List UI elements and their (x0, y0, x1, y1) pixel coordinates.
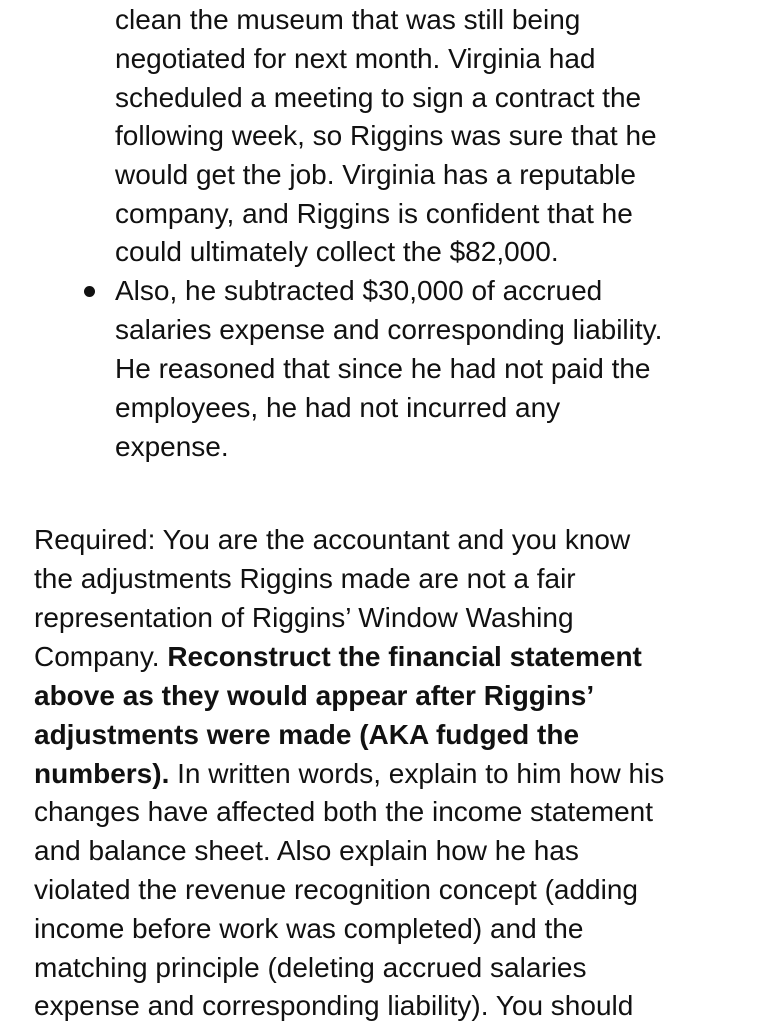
required-line: changes have affected both the income statement (34, 796, 654, 827)
required-line: Required: You are the accountant and you know (34, 524, 631, 555)
required-line (34, 637, 642, 676)
required-line: expense and corresponding liability). You should (34, 990, 634, 1021)
carryover-line: would get the job. Virginia has a reputable (115, 159, 636, 190)
required-line: the adjustments Riggins made are not a fair (34, 563, 576, 594)
required-emphasis: Reconstruct the financial statement (167, 641, 642, 672)
bullet-icon (84, 286, 95, 297)
carryover-line: scheduled a meeting to sign a contract the (115, 82, 642, 113)
required-line (34, 715, 579, 754)
required-line (34, 754, 664, 793)
required-line: violated the revenue recognition concept (adding (34, 874, 638, 905)
required-text: In written words, explain to him how his (169, 758, 665, 789)
bullet-line: He reasoned that since he had not paid the (115, 353, 651, 384)
carryover-line: following week, so Riggins was sure that he (115, 120, 657, 151)
carryover-line: clean the museum that was still being (115, 4, 581, 35)
bullet-line: Also, he subtracted $30,000 of accrued (115, 275, 603, 306)
required-emphasis: adjustments were made (AKA fudged the (34, 719, 580, 750)
required-emphasis: numbers). (34, 758, 170, 789)
bullet-line: salaries expense and corresponding liability. (115, 314, 663, 345)
required-line: income before work was completed) and the (34, 913, 584, 944)
carryover-line: could ultimately collect the $82,000. (115, 236, 559, 267)
bullet-line: expense. (115, 431, 229, 462)
required-emphasis: above as they would appear after Riggins’ (34, 680, 595, 711)
required-line: and balance sheet. Also explain how he has (34, 835, 579, 866)
required-line: matching principle (deleting accrued salaries (34, 952, 587, 983)
required-text: Company. (34, 641, 168, 672)
required-line (34, 676, 594, 715)
carryover-line: company, and Riggins is confident that he (115, 198, 633, 229)
carryover-line: negotiated for next month. Virginia had (115, 43, 596, 74)
bullet-line: employees, he had not incurred any (115, 392, 561, 423)
required-line: representation of Riggins’ Window Washing (34, 602, 574, 633)
